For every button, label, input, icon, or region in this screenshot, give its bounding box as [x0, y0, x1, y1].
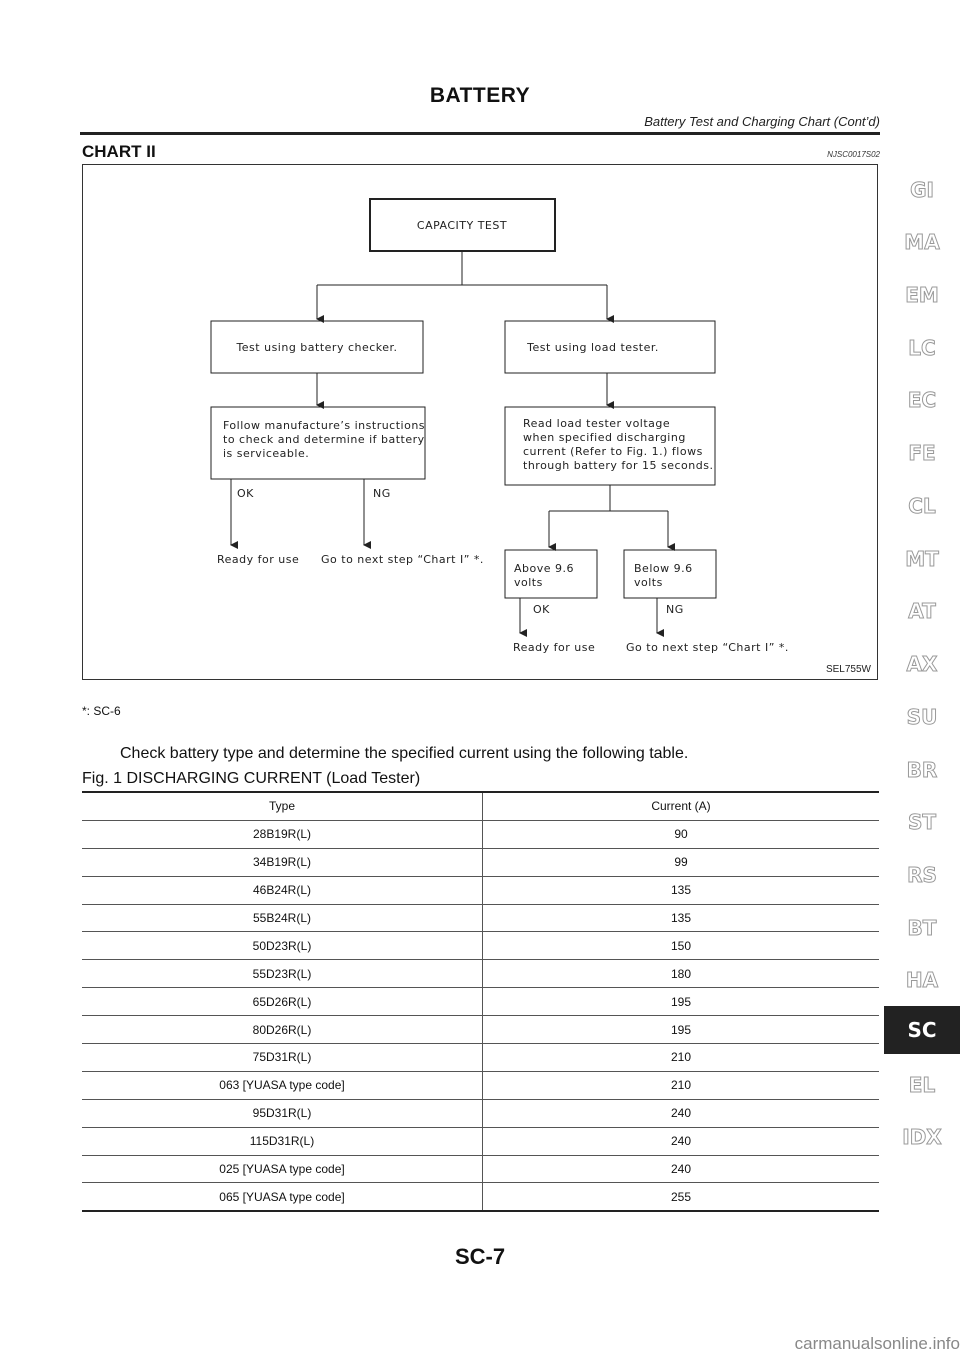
section-tab-fe[interactable]: FE: [908, 441, 936, 465]
table-row: [82, 1155, 879, 1183]
capacity-test-label: CAPACITY TEST: [416, 219, 508, 232]
below-line-1: Below 9.6: [634, 562, 693, 575]
read-line-3: current (Refer to Fig. 1.) flows: [523, 445, 703, 458]
section-tab-bt[interactable]: BT: [907, 916, 937, 940]
cell-type: 80D26R(L): [82, 1016, 483, 1044]
flowchart-diagram: [83, 165, 879, 681]
ok-left-label: OK: [237, 487, 254, 500]
follow-line-3: is serviceable.: [223, 447, 310, 460]
cell-current: 210: [483, 1044, 880, 1072]
cell-type: 025 [YUASA type code]: [82, 1155, 483, 1183]
section-tab-ma[interactable]: MA: [904, 230, 940, 254]
table-header-row: [82, 792, 879, 820]
cell-current: 240: [483, 1127, 880, 1155]
section-tab-at[interactable]: AT: [908, 599, 936, 623]
cell-current: 195: [483, 1016, 880, 1044]
table-row: [82, 876, 879, 904]
section-tab-ec[interactable]: EC: [907, 388, 937, 412]
section-code: NJSC0017S02: [827, 150, 880, 159]
table-row: [82, 988, 879, 1016]
above-line-1: Above 9.6: [514, 562, 575, 575]
cell-current: 150: [483, 932, 880, 960]
header-type: Type: [82, 792, 483, 820]
read-line-2: when specified discharging: [523, 431, 686, 444]
table-title: Fig. 1 DISCHARGING CURRENT (Load Tester): [82, 770, 421, 787]
cell-type: 55B24R(L): [82, 904, 483, 932]
section-tab-br[interactable]: BR: [906, 758, 938, 782]
below-line-2: volts: [634, 576, 663, 589]
load-tester-label: Test using load tester.: [527, 341, 659, 354]
cell-current: 240: [483, 1099, 880, 1127]
section-tab-em[interactable]: EM: [905, 283, 939, 307]
ng-left-label: NG: [373, 487, 391, 500]
follow-line-1: Follow manufacture’s instructions: [223, 419, 426, 432]
discharging-current-table: [82, 791, 879, 1212]
cell-type: 46B24R(L): [82, 876, 483, 904]
section-tab-el[interactable]: EL: [908, 1073, 936, 1097]
cell-current: 195: [483, 988, 880, 1016]
table-row: [82, 1183, 879, 1211]
ready-left-label: Ready for use: [217, 553, 300, 566]
section-tab-ha[interactable]: HA: [905, 968, 939, 992]
cell-current: 255: [483, 1183, 880, 1211]
above-line-2: volts: [514, 576, 543, 589]
section-title: CHART II: [82, 142, 156, 161]
table-row: [82, 932, 879, 960]
next-right-label: Go to next step “Chart I” *.: [626, 641, 789, 654]
cell-type: 065 [YUASA type code]: [82, 1183, 483, 1211]
cell-current: 135: [483, 904, 880, 932]
table-row: [82, 1071, 879, 1099]
table-row: [82, 1044, 879, 1072]
flowchart-figure: [82, 164, 878, 680]
header-rule: [80, 132, 880, 135]
section-tab-idx[interactable]: IDX: [902, 1125, 942, 1149]
table-row: [82, 820, 879, 848]
next-left-label: Go to next step “Chart I” *.: [321, 553, 484, 566]
cell-type: 50D23R(L): [82, 932, 483, 960]
section-tab-sc[interactable]: SC: [884, 1006, 960, 1054]
cell-type: 115D31R(L): [82, 1127, 483, 1155]
section-tab-su[interactable]: SU: [906, 705, 938, 729]
header-subtitle: Battery Test and Charging Chart (Cont’d): [644, 114, 880, 129]
ok-right-label: OK: [533, 603, 550, 616]
cell-current: 99: [483, 848, 880, 876]
header-current: Current (A): [483, 792, 880, 820]
table-row: [82, 960, 879, 988]
read-line-1: Read load tester voltage: [523, 417, 671, 430]
cell-current: 135: [483, 876, 880, 904]
header-title: BATTERY: [429, 84, 531, 107]
footnote: *: SC-6: [82, 704, 121, 718]
cell-type: 55D23R(L): [82, 960, 483, 988]
section-tab-lc[interactable]: LC: [908, 336, 936, 360]
cell-type: 95D31R(L): [82, 1099, 483, 1127]
page-number: SC-7: [454, 1244, 506, 1269]
ready-right-label: Ready for use: [513, 641, 596, 654]
section-tab-mt[interactable]: MT: [905, 547, 939, 571]
cell-type: 063 [YUASA type code]: [82, 1071, 483, 1099]
section-tab-rs[interactable]: RS: [907, 863, 937, 887]
table-row: [82, 1016, 879, 1044]
table-row: [82, 904, 879, 932]
cell-current: 90: [483, 820, 880, 848]
battery-checker-label: Test using battery checker.: [236, 341, 398, 354]
figure-code: SEL755W: [825, 664, 871, 675]
cell-current: 210: [483, 1071, 880, 1099]
follow-line-2: to check and determine if battery: [223, 433, 425, 446]
cell-type: 28B19R(L): [82, 820, 483, 848]
intro-text: Check battery type and determine the specified current using the following table.: [120, 745, 689, 762]
table-row: [82, 848, 879, 876]
table-row: [82, 1099, 879, 1127]
table-row: [82, 1127, 879, 1155]
watermark: carmanualsonline.info: [794, 1334, 960, 1353]
read-line-4: through battery for 15 seconds.: [523, 459, 714, 472]
section-tab-cl[interactable]: CL: [908, 494, 936, 518]
cell-type: 75D31R(L): [82, 1044, 483, 1072]
section-tab-gi[interactable]: GI: [910, 178, 934, 202]
cell-current: 240: [483, 1155, 880, 1183]
section-tab-st[interactable]: ST: [907, 810, 937, 834]
cell-type: 34B19R(L): [82, 848, 483, 876]
cell-current: 180: [483, 960, 880, 988]
ng-right-label: NG: [666, 603, 684, 616]
cell-type: 65D26R(L): [82, 988, 483, 1016]
section-tab-ax[interactable]: AX: [906, 652, 938, 676]
